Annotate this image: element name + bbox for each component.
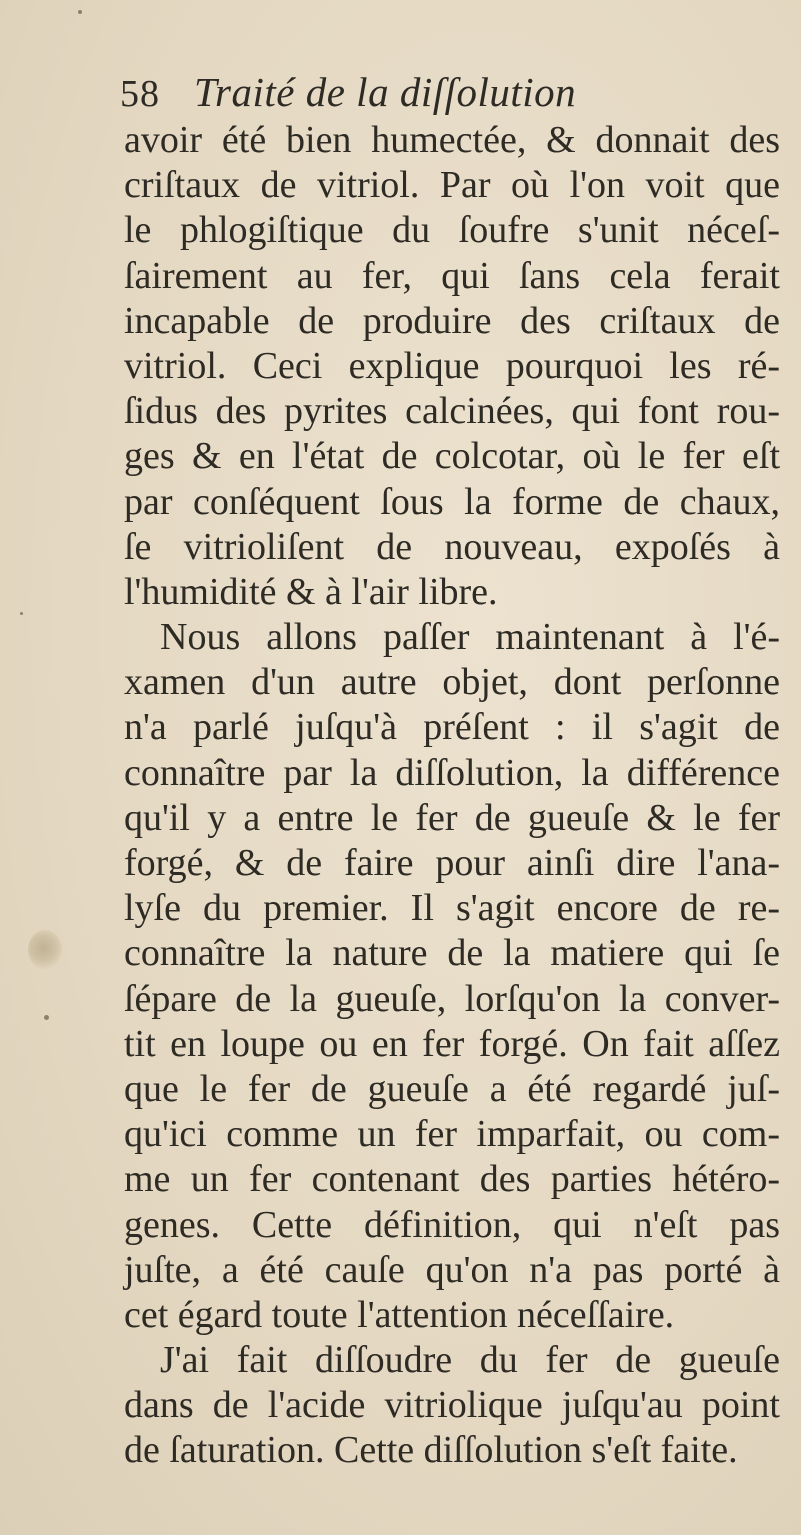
text-line: ſairement au fer, qui ſans cela ferait: [124, 254, 780, 297]
paper-stain: [28, 930, 62, 970]
text-line: que le fer de gueuſe a été regardé juſ-: [124, 1067, 780, 1110]
text-line: avoir été bien humectée, & donnait des: [124, 119, 780, 161]
page-number: 58: [120, 73, 160, 115]
text-line: qu'ici comme un fer imparfait, ou com-: [124, 1113, 780, 1156]
text-line: vitriol. Ceci explique pourquoi les ré-: [124, 344, 780, 387]
text-line: xamen d'un autre objet, dont perſonne: [124, 661, 780, 704]
text-line: l'humidité & à l'air libre.: [124, 570, 498, 613]
text-line: connaître par la diſſolution, la différence: [124, 751, 780, 794]
text-line: Nous allons paſſer maintenant à l'é-: [160, 616, 780, 659]
page-header: [120, 68, 576, 118]
text-line: forgé, & de faire pour ainſi dire l'ana-: [124, 842, 780, 884]
ink-speck: [78, 10, 82, 14]
text-line: me un fer contenant des parties hétéro-: [124, 1158, 780, 1201]
text-line: J'ai fait diſſoudre du fer de gueuſe: [160, 1339, 780, 1382]
running-title: Traité de la diſſolution: [194, 69, 577, 115]
text-line: n'a parlé juſqu'à préſent : il s'agit de: [124, 706, 780, 749]
text-line: qu'il y a entre le fer de gueuſe & le fer: [124, 796, 780, 839]
text-line: cet égard toute l'attention néceſſaire.: [124, 1293, 675, 1336]
text-line: tit en loupe ou en fer forgé. On fait aſſez: [124, 1022, 780, 1065]
ink-speck: [44, 1015, 49, 1020]
text-line: juſte, a été cauſe qu'on n'a pas porté à: [124, 1248, 780, 1291]
text-line: criſtaux de vitriol. Par où l'on voit que: [124, 164, 780, 207]
body-text: [124, 118, 780, 1474]
text-line: par conſéquent ſous la forme de chaux,: [124, 480, 780, 523]
text-line: dans de l'acide vitriolique juſqu'au point: [124, 1384, 780, 1427]
ink-speck: [20, 612, 23, 615]
text-line: genes. Cette définition, qui n'eſt pas: [124, 1203, 780, 1246]
text-line: le phlogiſtique du ſoufre s'unit néceſ-: [124, 209, 780, 252]
text-line: ſidus des pyrites calcinées, qui font rou-: [124, 390, 780, 433]
text-line: ges & en l'état de colcotar, où le fer eſt: [124, 435, 780, 478]
text-line: incapable de produire des criſtaux de: [124, 299, 780, 342]
text-line: connaître la nature de la matiere qui ſe: [124, 932, 780, 975]
text-line: de ſaturation. Cette diſſolution s'eſt faite.: [124, 1429, 738, 1472]
text-line: ſe vitrioliſent de nouveau, expoſés à: [124, 525, 780, 568]
text-line: ſépare de la gueuſe, lorſqu'on la conver-: [124, 977, 780, 1020]
text-line: lyſe du premier. Il s'agit encore de re-: [124, 887, 780, 930]
